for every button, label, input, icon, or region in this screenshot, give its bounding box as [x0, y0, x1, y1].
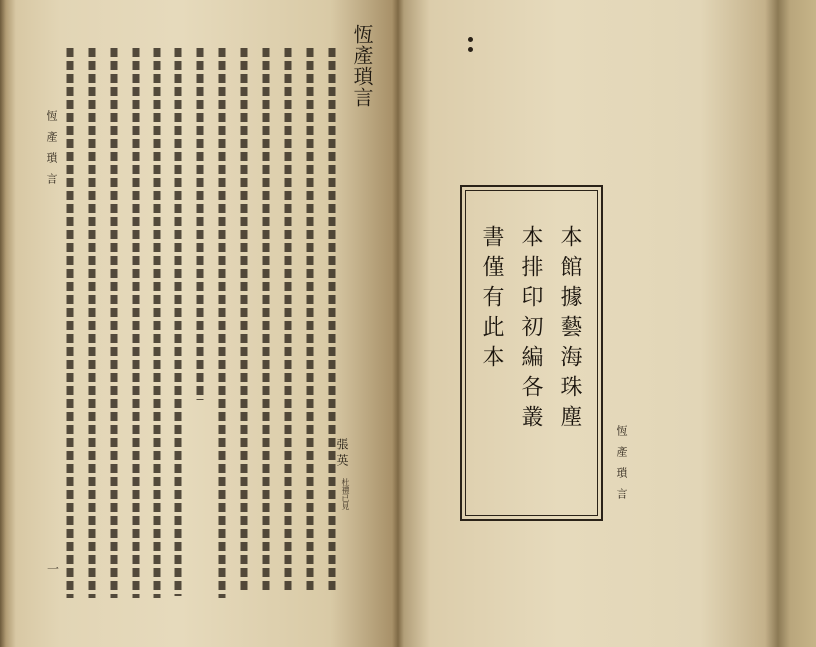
notice-column-2: 本排印初編各叢	[518, 225, 543, 435]
notice-column-1: 本館據藝海珠塵	[557, 225, 582, 435]
right-page	[398, 0, 816, 647]
body-text-placeholder	[0, 0, 398, 647]
page-number: 一	[47, 562, 60, 576]
publisher-notice-box	[460, 185, 603, 521]
notice-column-3: 書僅有此本	[479, 225, 504, 375]
left-margin-title: 恆產瑣言	[45, 110, 58, 194]
book-title: 恆產瑣言	[350, 24, 374, 108]
left-page	[0, 0, 398, 647]
binding-hole	[468, 47, 473, 52]
right-margin-title: 恆產瑣言	[615, 425, 628, 509]
author-note: 杜禮已見	[341, 478, 350, 510]
binding-hole	[468, 37, 473, 42]
author-name: 張英	[335, 438, 349, 470]
